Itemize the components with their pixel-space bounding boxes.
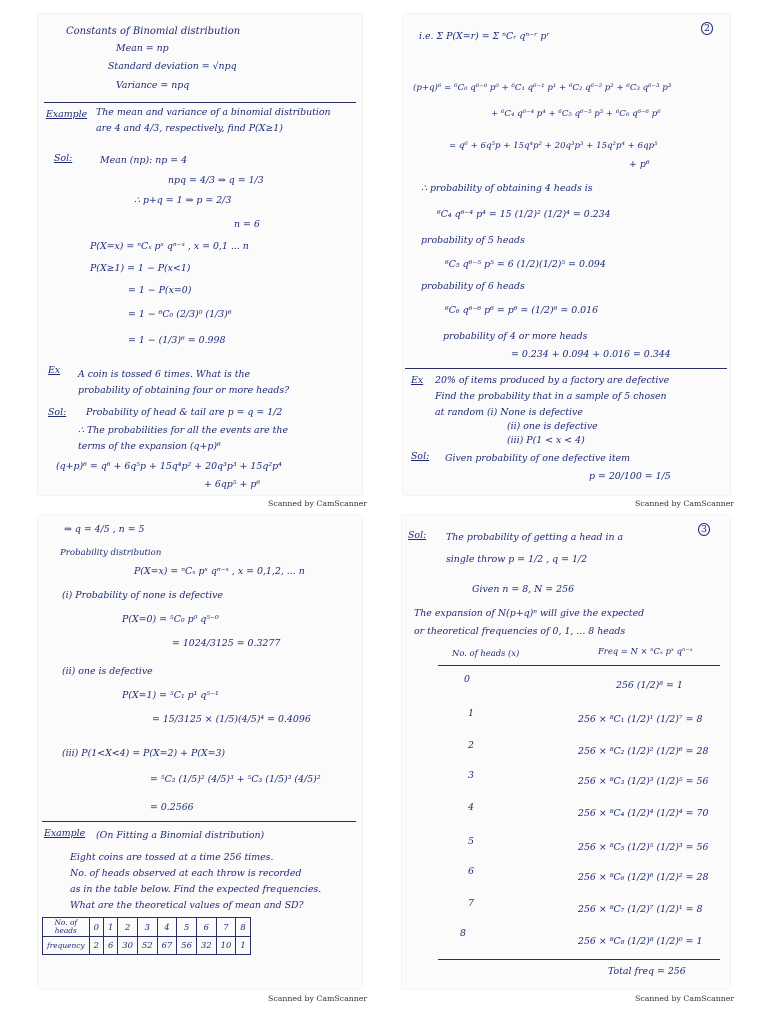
solution-line: ⇒ q = 4/5 , n = 5 <box>64 524 145 535</box>
total-frequency: Total freq = 256 <box>608 966 686 977</box>
solution-line: = 1024/3125 = 0.3277 <box>172 638 281 649</box>
table-row-freq: 256 × ⁸C₈ (1/2)⁸ (1/2)⁰ = 1 <box>578 936 703 947</box>
table-cell: 52 <box>137 937 157 955</box>
solution-line: single throw p = 1/2 , q = 1/2 <box>446 554 588 565</box>
solution-label: Sol: <box>48 407 67 418</box>
solution-line: = ⁵C₂ (1/5)² (4/5)³ + ⁵C₃ (1/5)³ (4/5)² <box>150 774 321 785</box>
solution-line: terms of the expansion (q+p)⁶ <box>78 441 221 452</box>
table-row-x: 8 <box>460 928 466 939</box>
scan-footer: Scanned by CamScanner <box>268 499 368 508</box>
table-cell: 8 <box>236 918 250 937</box>
table-row-x: 5 <box>468 836 474 847</box>
table-cell: 1 <box>236 937 250 955</box>
example-text: at random (i) None is defective <box>435 407 583 418</box>
page-number <box>701 24 713 34</box>
table-row-freq: 256 (1/2)⁸ = 1 <box>616 680 683 691</box>
solution-line: + 6qp⁵ + p⁶ <box>204 479 261 490</box>
solution-line: P(X=1) = ⁵C₁ p¹ q⁵⁻¹ <box>122 690 219 701</box>
table-row-freq: 256 × ⁸C₁ (1/2)¹ (1/2)⁷ = 8 <box>578 714 703 725</box>
table-row-freq: 256 × ⁸C₄ (1/2)⁴ (1/2)⁴ = 70 <box>578 808 709 819</box>
page-number-circle: 3 <box>698 523 710 536</box>
solution-line: ∴ probability of obtaining 4 heads is <box>421 183 593 194</box>
solution-line: + ⁶C₄ q⁶⁻⁴ p⁴ + ⁶C₅ q⁶⁻⁵ p⁵ + ⁶C₆ q⁶⁻⁶ p⁶ <box>491 109 661 119</box>
example-title: (On Fitting a Binomial distribution) <box>96 830 265 841</box>
solution-label: Sol: <box>54 153 73 164</box>
solution-line: probability of 5 heads <box>421 235 525 246</box>
solution-line: = 1 − (1/3)⁶ = 0.998 <box>128 335 226 346</box>
solution-line: = 1 − P(x=0) <box>128 285 192 296</box>
notes-page-1 <box>38 14 362 495</box>
table-row-x: 1 <box>468 708 474 719</box>
table-cell: 3 <box>137 918 157 937</box>
table-row-freq: 256 × ⁸C₃ (1/2)³ (1/2)⁵ = 56 <box>578 776 709 787</box>
table-row-freq: 256 × ⁸C₆ (1/2)⁶ (1/2)² = 28 <box>578 872 709 883</box>
table-row-x: 0 <box>464 674 470 685</box>
table-cell: 32 <box>196 937 216 955</box>
example-text: (ii) one is defective <box>507 421 598 432</box>
table-cell: 4 <box>157 918 177 937</box>
scan-footer: Scanned by CamScanner <box>635 994 735 1003</box>
divider <box>438 665 720 666</box>
ex-label: Ex <box>411 375 424 386</box>
solution-line: i.e. Σ P(X=r) = Σ ⁿCᵣ qⁿ⁻ʳ pʳ <box>419 31 550 42</box>
observed-frequency-table <box>42 917 251 955</box>
example-text: probability of obtaining four or more heads? <box>78 385 290 396</box>
solution-line: n = 6 <box>234 219 260 230</box>
solution-line: (i) Probability of none is defective <box>62 590 223 601</box>
table-cell: 56 <box>177 937 197 955</box>
example-text: No. of heads observed at each throw is recorded <box>70 868 302 879</box>
solution-line: P(X=x) = ⁿCₓ pˣ qⁿ⁻ˣ , x = 0,1,2, ... n <box>134 566 305 577</box>
solution-line: p = 20/100 = 1/5 <box>589 471 671 482</box>
solution-line: Given n = 8, N = 256 <box>472 584 575 595</box>
solution-line: (p+q)⁶ = ⁶C₀ q⁶⁻⁰ p⁰ + ⁶C₁ q⁶⁻¹ p¹ + ⁶C₂ q⁶⁻² p² + ⁶C₃ q⁶⁻³ p³ <box>413 83 672 93</box>
table-cell: 1 <box>103 918 117 937</box>
table-row <box>43 918 251 937</box>
solution-label: Sol: <box>411 451 430 462</box>
table-cell: 2 <box>118 918 138 937</box>
solution-line: = 1 − ⁶C₀ (2/3)⁰ (1/3)⁶ <box>128 309 232 320</box>
solution-line: ∴ The probabilities for all the events are the <box>78 425 288 436</box>
solution-line: (q+p)⁶ = q⁶ + 6q⁵p + 15q⁴p² + 20q³p³ + 15q²p⁴ <box>56 461 282 472</box>
solution-line: P(X=x) = ⁿCₓ pˣ qⁿ⁻ˣ , x = 0,1 ... n <box>90 241 249 252</box>
table-cell: 10 <box>216 937 236 955</box>
solution-line: ∴ p+q = 1 ⇒ p = 2/3 <box>134 195 232 206</box>
table-row-freq: 256 × ⁸C₂ (1/2)² (1/2)⁶ = 28 <box>578 746 709 757</box>
page-number <box>698 525 710 535</box>
table-row-x: 3 <box>468 770 474 781</box>
example-text: as in the table below. Find the expected frequencies. <box>70 884 322 895</box>
example-text: Find the probability that in a sample of 5 chosen <box>435 391 667 402</box>
solution-line: = 15/3125 × (1/5)(4/5)⁴ = 0.4096 <box>152 714 311 725</box>
table-row-x: 7 <box>468 898 474 909</box>
sd-formula: Standard deviation = √npq <box>108 61 237 72</box>
solution-line: P(X=0) = ⁵C₀ p⁰ q⁵⁻⁰ <box>122 614 219 625</box>
example-text: (iii) P(1 < x < 4) <box>507 435 585 446</box>
table-row-freq: 256 × ⁸C₇ (1/2)⁷ (1/2)¹ = 8 <box>578 904 703 915</box>
solution-label: Sol: <box>408 530 427 541</box>
table-cell: 7 <box>216 918 236 937</box>
example-text: The mean and variance of a binomial distribution <box>96 107 331 118</box>
example-text: are 4 and 4/3, respectively, find P(X≥1) <box>96 123 283 134</box>
solution-line: (iii) P(1<X<4) = P(X=2) + P(X=3) <box>62 748 226 759</box>
table-header: frequency <box>43 937 90 955</box>
example-text: Eight coins are tossed at a time 256 times. <box>70 852 274 863</box>
example-text: What are the theoretical values of mean and SD? <box>70 900 304 911</box>
table-header: No. of heads <box>43 918 90 937</box>
table-cell: 6 <box>196 918 216 937</box>
variance-formula: Variance = npq <box>116 80 190 91</box>
table-cell: 6 <box>103 937 117 955</box>
solution-line: The probability of getting a head in a <box>446 532 624 543</box>
page-title: Constants of Binomial distribution <box>66 26 241 37</box>
divider <box>44 102 356 103</box>
solution-line: + p⁶ <box>629 159 650 170</box>
solution-line: ⁶C₄ q⁶⁻⁴ p⁴ = 15 (1/2)² (1/2)⁴ = 0.234 <box>437 209 611 220</box>
scan-footer: Scanned by CamScanner <box>268 994 368 1003</box>
solution-line: ⁶C₅ q⁶⁻⁵ p⁵ = 6 (1/2)(1/2)⁵ = 0.094 <box>445 259 606 270</box>
table-cell: 5 <box>177 918 197 937</box>
divider <box>405 368 727 369</box>
solution-line: The expansion of N(p+q)ⁿ will give the expected <box>414 608 645 619</box>
solution-line: probability of 6 heads <box>421 281 525 292</box>
column-header: Freq = N × ⁿCₓ pˣ qⁿ⁻ˣ <box>598 646 693 656</box>
solution-line: P(X≥1) = 1 − P(x<1) <box>90 263 191 274</box>
table-cell: 2 <box>89 937 103 955</box>
notes-page-4 <box>402 515 730 989</box>
table-row-x: 6 <box>468 866 474 877</box>
table-cell: 67 <box>157 937 177 955</box>
table-row-freq: 256 × ⁸C₅ (1/2)⁵ (1/2)³ = 56 <box>578 842 709 853</box>
solution-line: or theoretical frequencies of 0, 1, ... 8 heads <box>414 626 626 637</box>
solution-line: = q⁶ + 6q⁵p + 15q⁴p² + 20q³p³ + 15q²p⁴ + 6qp⁵ <box>449 141 658 151</box>
table-row-x: 4 <box>468 802 474 813</box>
solution-line: Probability distribution <box>60 548 162 558</box>
solution-line: Given probability of one defective item <box>445 453 631 464</box>
solution-line: (ii) one is defective <box>62 666 153 677</box>
divider <box>42 821 356 822</box>
table-row-x: 2 <box>468 740 474 751</box>
notes-page-2 <box>403 14 730 495</box>
solution-line: = 0.2566 <box>150 802 194 813</box>
mean-formula: Mean = np <box>116 43 169 54</box>
example-label: Example <box>44 828 86 839</box>
solution-line: ⁶C₆ q⁶⁻⁶ p⁶ = p⁶ = (1/2)⁶ = 0.016 <box>445 305 599 316</box>
divider <box>438 959 720 960</box>
example-label: Example <box>46 109 88 120</box>
solution-line: Probability of head & tail are p = q = 1/2 <box>86 407 283 418</box>
solution-line: probability of 4 or more heads <box>443 331 588 342</box>
example-text: 20% of items produced by a factory are defective <box>435 375 670 386</box>
table-cell: 30 <box>118 937 138 955</box>
solution-line: npq = 4/3 ⇒ q = 1/3 <box>168 175 264 186</box>
ex-label: Ex <box>48 365 61 376</box>
column-header: No. of heads (x) <box>452 648 520 658</box>
notes-page-3 <box>38 515 362 989</box>
solution-line: Mean (np): np = 4 <box>100 155 188 166</box>
example-text: A coin is tossed 6 times. What is the <box>78 369 251 380</box>
table-cell: 0 <box>89 918 103 937</box>
solution-line: = 0.234 + 0.094 + 0.016 = 0.344 <box>511 349 671 360</box>
scan-footer: Scanned by CamScanner <box>635 499 735 508</box>
page-number-circle: 2 <box>701 22 713 35</box>
table-row <box>43 937 251 955</box>
